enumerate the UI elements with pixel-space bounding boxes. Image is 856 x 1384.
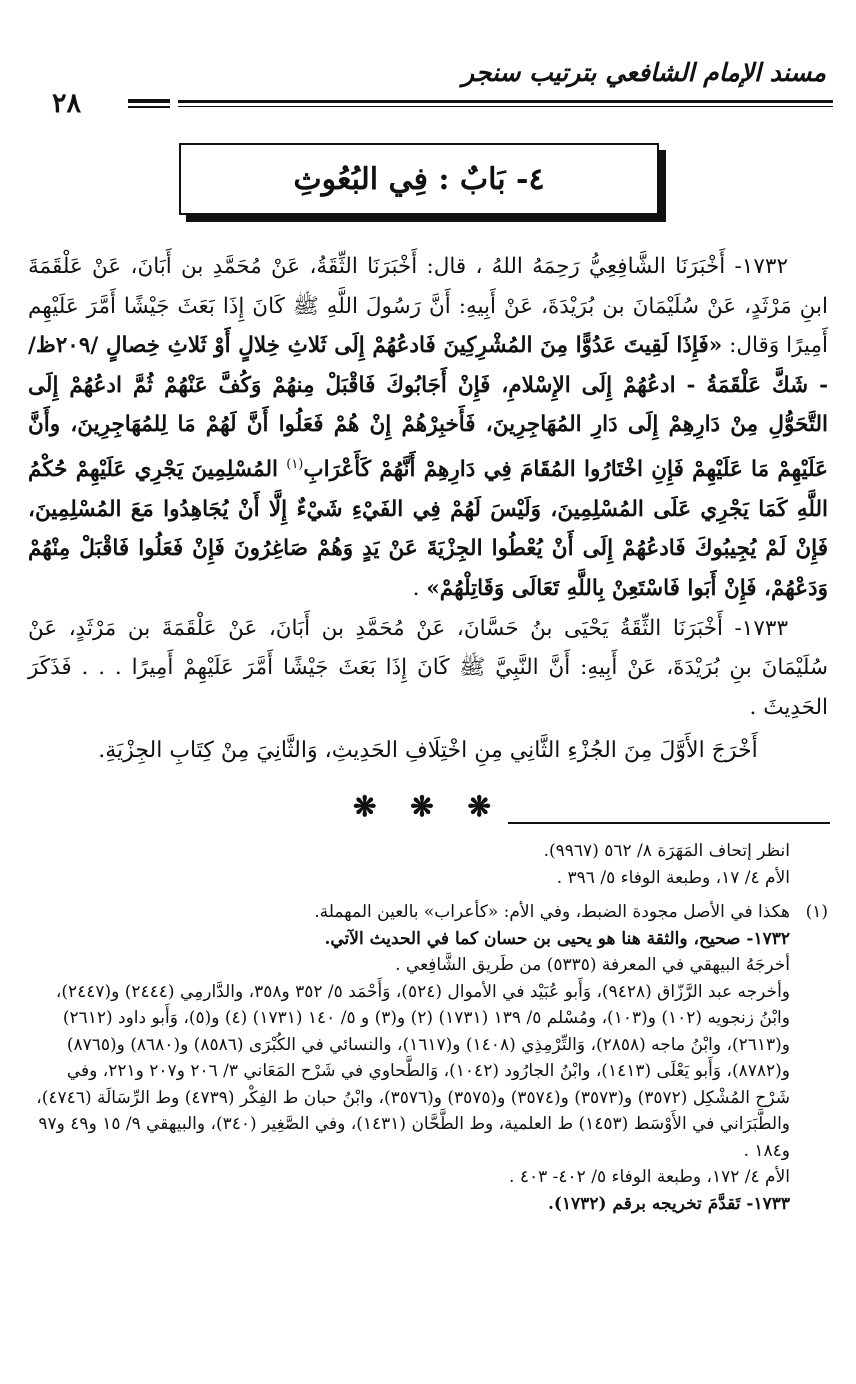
grade-1732: ١٧٣٢- صحيح، والثقة هنا هو يحيى بن حسان كما في الحديث الآتي.: [324, 928, 790, 949]
takhrij-summary: أَخْرَجَ الأَوَّلَ مِنَ الجُزْءِ الثَّانِي مِنِ اخْتِلَافِ الحَدِيثِ، وَالثَّانِيَ مِنْ كِتَابِ الجِزْيَةِ.: [98, 738, 758, 764]
hadith-1732-matn: «فَإِذَا لَقِيتَ عَدُوًّا مِنَ المُشْرِكِينَ فَادعُهُمْ إِلَى ثَلاثِ خِلالٍ أَوْ ثَلاثِ خِصالٍ /٢٠٩ظ/ - شَكَّ عَلْقَمَةُ - ادعُهُمْ إِلَى الإِسْلامِ، فَإِنْ أَجَابُوكَ فَاقْبَلْ مِنهُمْ وَكُفَّ عَنْهُمْ ثُمَّ ادعُهُمْ إِلَى التَّحَوُّلِ مِنْ دَارِهِمْ إِلَى دَارِ المُهَاجِرِينَ، فَأَخبِرْهُمْ إِنْ هُمْ فَعَلُوا أَنَّ لَهُمْ مَا لِلمُهَاجِرِينَ، وأَنَّ عَلَيْهِمْ مَا عَلَيْهِمْ فَإِنِ اخْتَارُوا المُقَامَ فِي دَارِهِمْ أَنَّهُمْ كَأَعْرَابِ: [28, 333, 829, 483]
footnote-rule: [508, 822, 830, 824]
header-rule-thin: [178, 106, 833, 107]
section-separator: ❋ ❋ ❋: [353, 790, 503, 823]
notes-spacer: [28, 891, 828, 899]
hadith-1732-end: .: [412, 575, 427, 601]
page-number-bar: [128, 99, 170, 103]
main-text: [28, 247, 828, 771]
footnote-1: [28, 899, 828, 926]
page-number: ٢٨: [52, 88, 82, 119]
chapter-title-box: [179, 143, 659, 215]
hadith-1732: [28, 247, 828, 609]
header-rule-thick: [178, 100, 833, 103]
grade-1733: ١٧٣٣- تَقدَّمَ تخريجه برقم (١٧٣٢).: [547, 1193, 790, 1214]
hadith-1733: ١٧٣٣- أَخْبَرَنَا الثِّقَةُ يَحْيَى بنُ حَسَّانَ، عَنْ مُحَمَّدِ بن أَبَانَ، عَنْ عَلْقَمَةَ بن مَرْثَدٍ، عَنْ سُلَيْمَانَ بنِ بُرَيْدَةَ، عَنْ أَبِيهِ: أَنَّ النَّبِيَّ ﷺ كَانَ إِذَا بَعَثَ جَيْشًا أَمَّرَ عَلَيْهِمْ أَمِيرًا . . . فَذَكَرَ الحَدِيثَ .: [28, 615, 828, 720]
footnotes: [28, 838, 828, 1217]
takhrij-sources: وأخرجه عبد الرَّزّاق (٩٤٢٨)، وَأَبو عُبَيْد في الأموال (٥٢٤)، وَأَحْمَد ٥/ ٣٥٢ و٣٥٨، والدَّارمِي (٢٤٤٤) و(٢٤٤٧)، وابْنُ زنجويه (١٠٢) و(١٠٣)، ومُسْلم ٥/ ١٣٩ (١٧٣١) (٢) و(٣) و ٥/ ١٤٠ (١٧٣١) (٤) و(٥)، وَأَبو داود (٢٦١٢) و(٢٦١٣)، وابْنُ ماجه (٢٨٥٨)، وَالتِّرْمِذِي (١٤٠٨) و(١٦١٧)، والنسائي في الكُبْرَى (٨٥٨٦) و(٨٦٨٠) و(٨٧٦٥) و(٨٧٨٢)، وَأَبو يَعْلَى (١٤١٣)، وابْنُ الجارُود (١٠٤٢)، وَالطَّحاوي في شَرْح المَعَاني ٣/ ٢٠٦ و٢٠٧ و٢٢١، وفي شَرْح المُشْكِل (٣٥٧٢) و(٣٥٧٣) و(٣٥٧٤) و(٣٥٧٥) و(٣٥٧٦)، وابْنُ حبان ط الفِكْر (٤٧٣٩) وط الرِّسَالَة (٤٧٤٦)، والطَّبَرَاني في الأَوْسَط (١٤٥٣) ط العلمية، وط الطَّحَّان (١٤٣١)، وفي الصَّغِير (٣٤٠)، والبيهقي ٩/ ١٥ و٤٩ و٩٧ و١٨٤ .: [36, 981, 790, 1161]
note-ithaf: انظر إتحاف المَهَرَة ٨/ ٥٦٢ (٩٩٦٧).: [543, 841, 790, 861]
note-umm-1732: الأم ٤/ ١٧، وطبعة الوفاء ٥/ ٣٩٦ .: [556, 867, 790, 888]
footnote-1-mark: (١): [805, 902, 828, 922]
hadith-1732-matn-cont: المُسْلِمِينَ يَجْرِي عَلَيْهِمْ حُكْمُ اللَّهِ كَمَا يَجْرِي عَلَى المُسْلِمِينَ، وَلَيْسَ لَهُمْ فِي الفَيْءِ شَيْءٌ إِلَّا أَنْ يُجَاهِدُوا مَعَ المُسْلِمِينَ، فَإِنْ لَمْ يُجِيبُوكَ فَادعُهُمْ إِلَى أَنْ يُعْطُوا الجِزْيَةَ عَنْ يَدٍ وَهُمْ صَاغِرُونَ فَإِنْ فَعَلُوا فَاقْبَلْ مِنْهُمْ وَدَعْهُمْ، فَإِنْ أَبَوا فَاسْتَعِنْ بِاللَّهِ تَعَالَى وَقَاتِلْهُمْ»: [28, 457, 828, 601]
footnote-1-text: هكذا في الأصل مجودة الضبط، وفي الأم: «كأعراب» بالعين المهملة.: [314, 902, 790, 922]
takhrij-bayhaqi: أخرجَهُ البيهقي في المعرفة (٥٣٣٥) من طَريق الشَّافِعي .: [395, 955, 790, 975]
note-umm-1733: الأم ٤/ ١٧٢، وطبعة الوفاء ٥/ ٤٠٢- ٤٠٣ .: [509, 1167, 790, 1187]
chapter-title: ٤- بَابٌ : فِي البُعُوثِ: [293, 161, 545, 197]
hadith-1732-isnad: ١٧٣٢- أَخْبَرَنَا الشَّافِعِيُّ رَحِمَهُ اللهُ ، قال: أَخْبَرَنَا الثِّقَةُ، عَنْ مُحَمَّدِ بن أَبَانَ، عَنْ عَلْقَمَةَ ابنِ مَرْثَدٍ، عَنْ سُلَيْمَانَ بن بُرَيْدَةَ، عَنْ أَبِيهِ: أَنَّ رَسُولَ اللَّهِ ﷺ كَانَ إِذَا بَعَثَ جَيْشًا أَمَّرَ عَلَيْهِم أَمِيرًا وَقال:: [28, 254, 828, 359]
running-title: مسند الإمام الشافعي بترتيب سنجر: [462, 58, 826, 87]
page-number-bar-thin: [128, 106, 170, 108]
footnote-reference: (١): [286, 456, 304, 472]
